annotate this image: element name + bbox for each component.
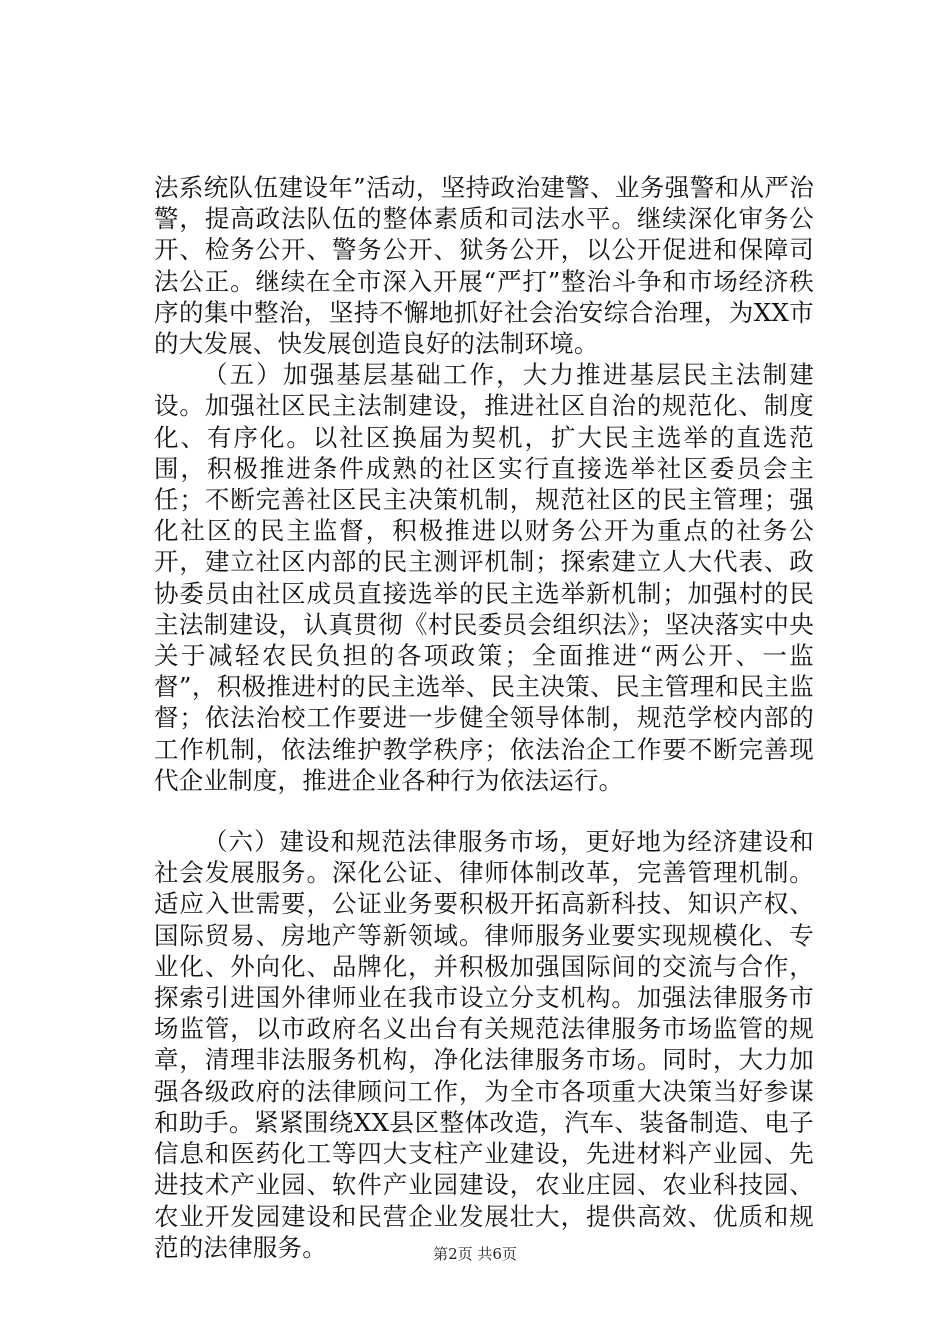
document-body [154,172,814,1263]
paragraph-section-five: （五）加强基层基础工作，大力推进基层民主法制建设。加强社区民主法制建设，推进社区自治的规范化、制度化、有序化。以社区换届为契机，扩大民主选举的直选范围，积极推进条件成熟的社区实行直接选举社区委员会主任；不断完善社区民主决策机制，规范社区的民主管理；强化社区的民主监督，积极推进以财务公开为重点的社务公开，建立社区内部的民主测评机制；探索建立人大代表、政协委员由社区成员直接选举的民主选举新机制；加强村的民主法制建设，认真贯彻《村民委员会组织法》；坚决落实中央关于减轻农民负担的各项政策；全面推进“两公开、一监督”，积极推进村的民主选举、民主决策、民主管理和民主监督；依法治校工作要进一步健全领导体制，规范学校内部的工作机制，依法维护教学秩序；依法治企工作要不断完善现代企业制度，推进企业各种行为依法运行。 [154,360,814,795]
paragraph-continuation: 法系统队伍建设年”活动，坚持政治建警、业务强警和从严治警，提高政法队伍的整体素质和司法水平。继续深化审务公开、检务公开、警务公开、狱务公开，以公开促进和保障司法公正。继续在全市深入开展“严打”整治斗争和市场经济秩序的集中整治，坚持不懈地抓好社会治安综合治理，为XX市的大发展、快发展创造良好的法制环境。 [154,173,814,359]
page-number-footer: 第2页 共6页 [433,1245,517,1263]
paragraph-section-six: （六）建设和规范法律服务市场，更好地为经济建设和社会发展服务。深化公证、律师体制改革，完善管理机制。适应入世需要，公证业务要积极开拓高新科技、知识产权、国际贸易、房地产等新领域。律师服务业要实现规模化、专业化、外向化、品牌化，并积极加强国际间的交流与合作，探索引进国外律师业在我市设立分支机构。加强法律服务市场监管，以市政府名义出台有关规范法律服务市场监管的规章，清理非法服务机构，净化法律服务市场。同时，大力加强各级政府的法律顾问工作，为全市各项重大决策当好参谋和助手。紧紧围绕XX县区整体改造，汽车、装备制造、电子信息和医药化工等四大支柱产业建设，先进材料产业园、先进技术产业园、软件产业园建设，农业庄园、农业科技园、农业开发园建设和民营企业发展壮大，提供高效、优质和规范的法律服务。 [154,827,814,1262]
paragraph-spacer [154,796,814,826]
